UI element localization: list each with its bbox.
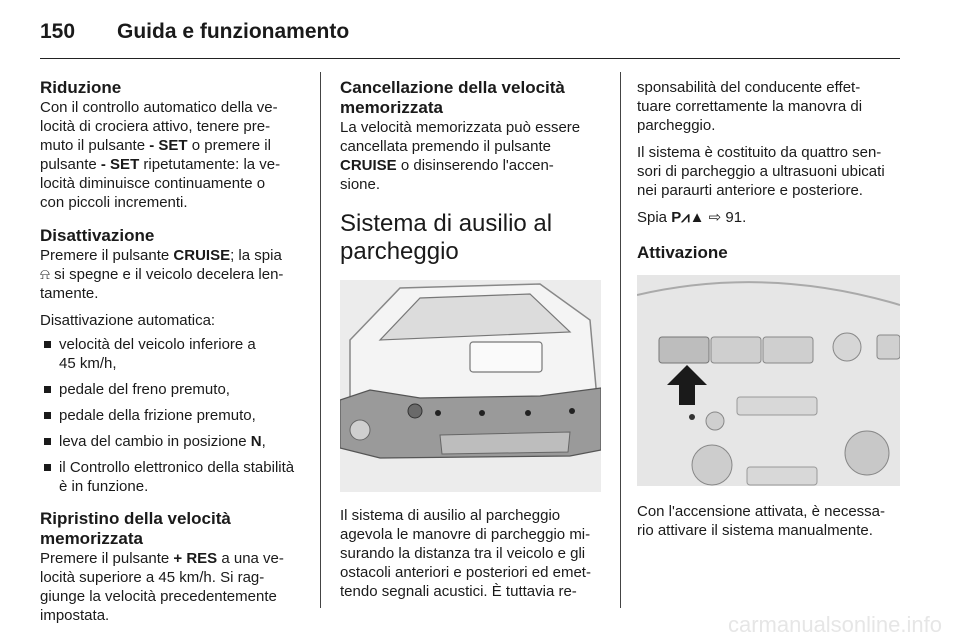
section-title: Sistema di ausilio al parcheggio bbox=[340, 210, 553, 265]
paragraph-responsibility: sponsabilità del conducente effet- tuare correttamente la manovra di parcheggio. bbox=[637, 79, 863, 134]
heading-riduzione: Riduzione bbox=[40, 78, 122, 97]
column-1 bbox=[40, 78, 305, 625]
page-number: 150 bbox=[40, 20, 76, 43]
paragraph-riduzione: Con il controllo automatico della ve- locità di crociera attivo, tenere pre- muto il pulsante - SET o premere il pulsante - SET ripetutamente: la ve- locità diminuisce continuamente o con piccoli incrementi. bbox=[40, 99, 281, 211]
paragraph-ripristino: Premere il pulsante + RES a una ve- locità superiore a 45 km/h. Si rag- giunge la velocità precedentemente impostata. bbox=[40, 550, 284, 624]
list-item: velocità del veicolo inferiore a 45 km/h, bbox=[40, 335, 305, 373]
list-item: pedale della frizione premuto, bbox=[40, 406, 305, 425]
list-item: il Controllo elettronico della stabilità è in funzione. bbox=[40, 458, 305, 496]
heading-disattivazione: Disattivazione bbox=[40, 226, 155, 245]
dashboard-button-illustration bbox=[637, 275, 900, 486]
cruise-indicator-icon: ⍾ bbox=[40, 266, 50, 283]
column-3 bbox=[637, 78, 902, 540]
auto-deactivation-list bbox=[40, 335, 305, 496]
column-2 bbox=[340, 78, 605, 601]
list-item: leva del cambio in posizione N, bbox=[40, 432, 305, 451]
heading-attivazione: Attivazione bbox=[637, 243, 728, 262]
column-divider bbox=[620, 72, 621, 608]
paragraph-activation: Con l'accensione attivata, è necessa- rio attivare il sistema manualmente. bbox=[637, 503, 886, 539]
paragraph-sensors: Il sistema è costituito da quattro sen- sori di parcheggio a ultrasuoni ubicati nei paraurti anteriore e posteriore. bbox=[637, 144, 885, 199]
parking-assist-icon: P⩘▲ bbox=[671, 209, 705, 226]
paragraph-parking-intro: Il sistema di ausilio al parcheggio agevola le manovre di parcheggio mi- surando la distanza tra il veicolo e gli ostacoli anteriori e posteriori ed emet- tendo segnali acustici. È tuttavia re- bbox=[340, 507, 591, 600]
heading-cancellazione: Cancellazione della velocità memorizzata bbox=[340, 78, 565, 117]
watermark: carmanualsonline.info bbox=[727, 612, 942, 637]
page-header bbox=[40, 20, 349, 46]
header-rule bbox=[40, 58, 900, 59]
page-title: Guida e funzionamento bbox=[117, 20, 350, 43]
column-divider bbox=[320, 72, 321, 608]
paragraph-disattivazione: Premere il pulsante CRUISE; la spia ⍾ si spegne e il veicolo decelera len- tamente. bbox=[40, 247, 284, 302]
heading-ripristino: Ripristino della velocità memorizzata bbox=[40, 509, 231, 548]
paragraph-warning-light: Spia P⩘▲ ⇨ 91. bbox=[637, 209, 747, 226]
list-item: pedale del freno premuto, bbox=[40, 380, 305, 399]
rear-bumper-sensors-illustration bbox=[340, 280, 601, 492]
paragraph-cancellazione: La velocità memorizzata può essere cancellata premendo il pulsante CRUISE o disinserendo l'accen- sione. bbox=[340, 119, 581, 193]
auto-deactivation-label: Disattivazione automatica: bbox=[40, 312, 216, 329]
